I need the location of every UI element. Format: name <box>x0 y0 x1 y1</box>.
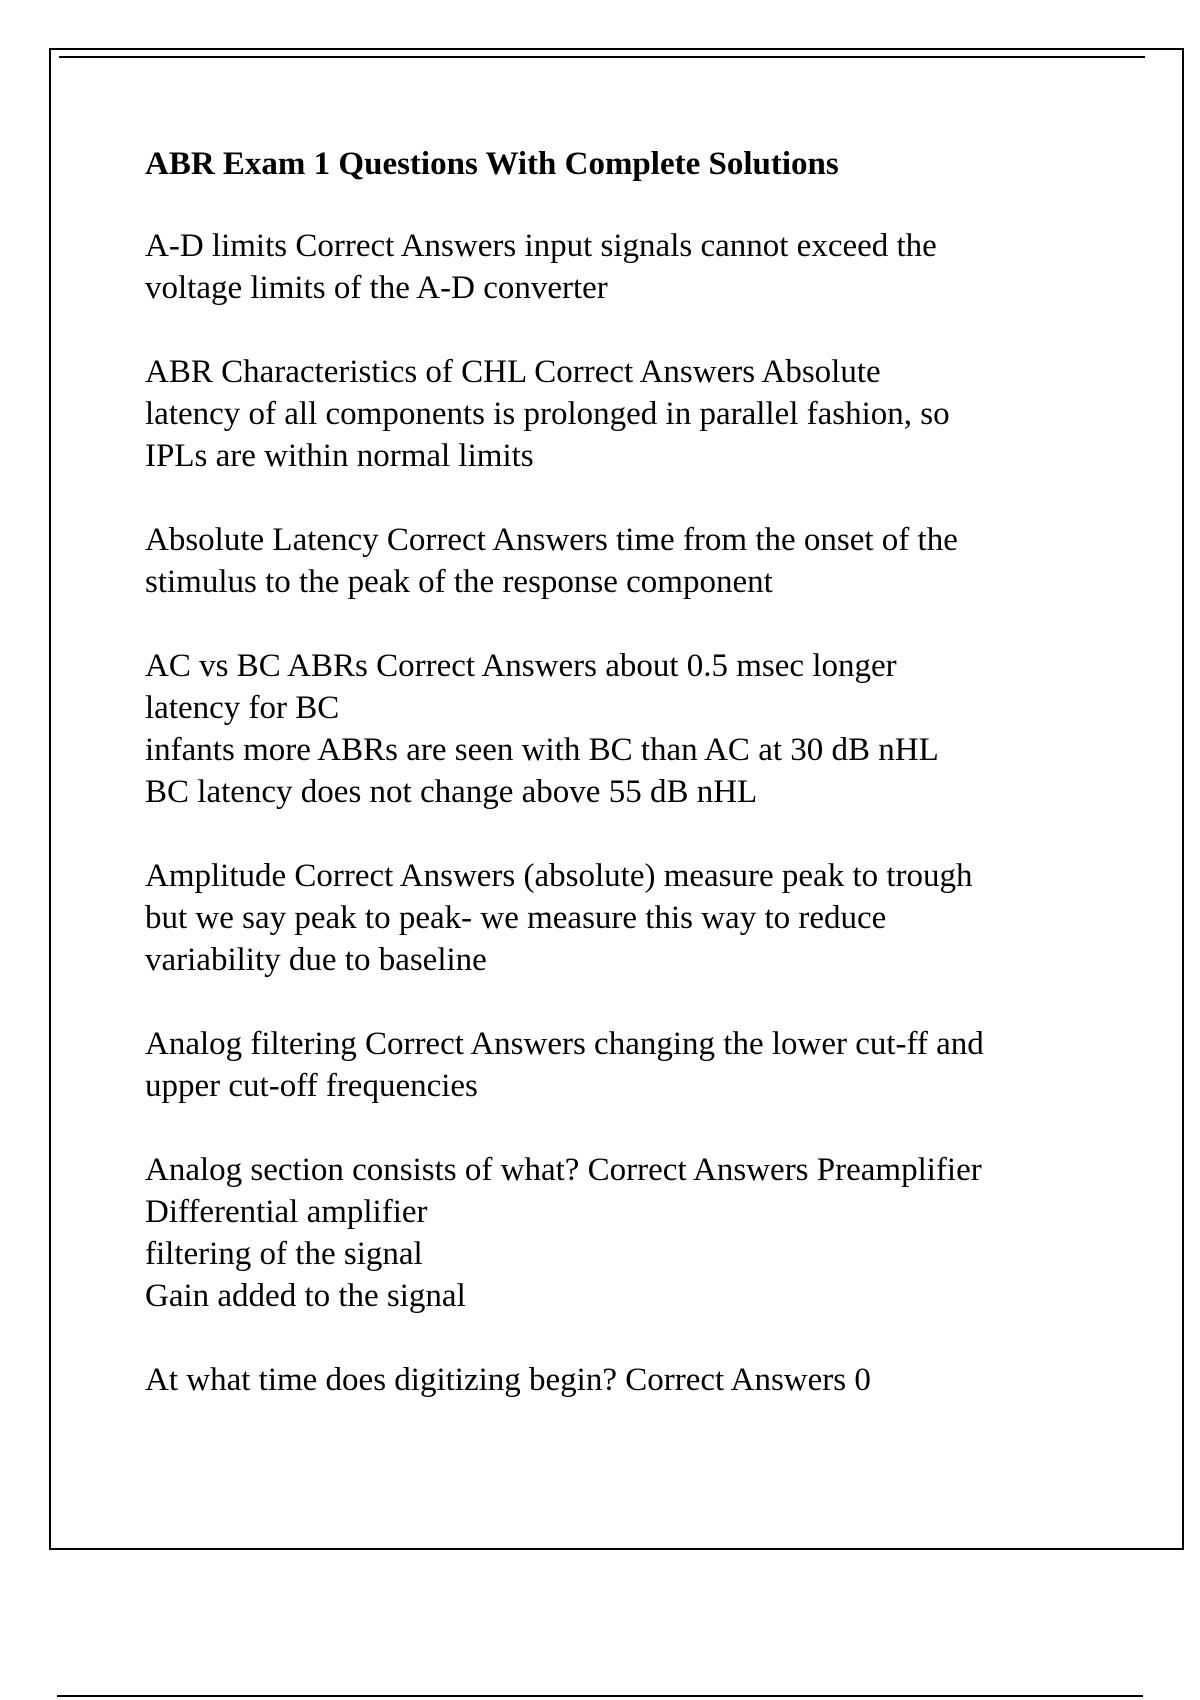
qa-line: Analog section consists of what? Correct Answers Preamplifier <box>145 1152 982 1188</box>
qa-line: BC latency does not change above 55 dB nHL <box>145 774 758 810</box>
qa-line: voltage limits of the A-D converter <box>145 270 608 306</box>
qa-item-absolute-latency <box>145 519 1105 603</box>
qa-line: A-D limits Correct Answers input signals cannot exceed the <box>145 228 937 264</box>
qa-item-analog-section <box>145 1149 1105 1317</box>
bottom-horizontal-rule <box>57 1695 1143 1697</box>
qa-item-ac-vs-bc <box>145 645 1105 813</box>
qa-item-abr-chl <box>145 351 1105 477</box>
qa-item-amplitude <box>145 855 1105 981</box>
qa-line: variability due to baseline <box>145 942 487 978</box>
qa-line: At what time does digitizing begin? Correct Answers 0 <box>145 1362 871 1398</box>
qa-item-analog-filtering <box>145 1023 1105 1107</box>
document-body <box>145 144 1105 1443</box>
qa-line: Absolute Latency Correct Answers time from the onset of the <box>145 522 958 558</box>
qa-line: infants more ABRs are seen with BC than AC at 30 dB nHL <box>145 732 939 768</box>
document-title: ABR Exam 1 Questions With Complete Solutions <box>145 146 839 182</box>
qa-item-digitizing-begin <box>145 1359 1105 1401</box>
qa-line: stimulus to the peak of the response component <box>145 564 773 600</box>
qa-line: AC vs BC ABRs Correct Answers about 0.5 msec longer <box>145 648 897 684</box>
qa-line: Gain added to the signal <box>145 1278 466 1314</box>
qa-line: latency for BC <box>145 690 340 726</box>
qa-line: ABR Characteristics of CHL Correct Answers Absolute <box>145 354 881 390</box>
top-horizontal-rule <box>59 56 1145 58</box>
qa-line: Differential amplifier <box>145 1194 428 1230</box>
qa-line: IPLs are within normal limits <box>145 438 534 474</box>
qa-item-ad-limits <box>145 225 1105 309</box>
qa-line: upper cut-off frequencies <box>145 1068 478 1104</box>
qa-line: but we say peak to peak- we measure this way to reduce <box>145 900 887 936</box>
qa-line: Analog filtering Correct Answers changing the lower cut-ff and <box>145 1026 984 1062</box>
qa-line: filtering of the signal <box>145 1236 423 1272</box>
qa-line: Amplitude Correct Answers (absolute) measure peak to trough <box>145 858 973 894</box>
qa-line: latency of all components is prolonged in parallel fashion, so <box>145 396 950 432</box>
